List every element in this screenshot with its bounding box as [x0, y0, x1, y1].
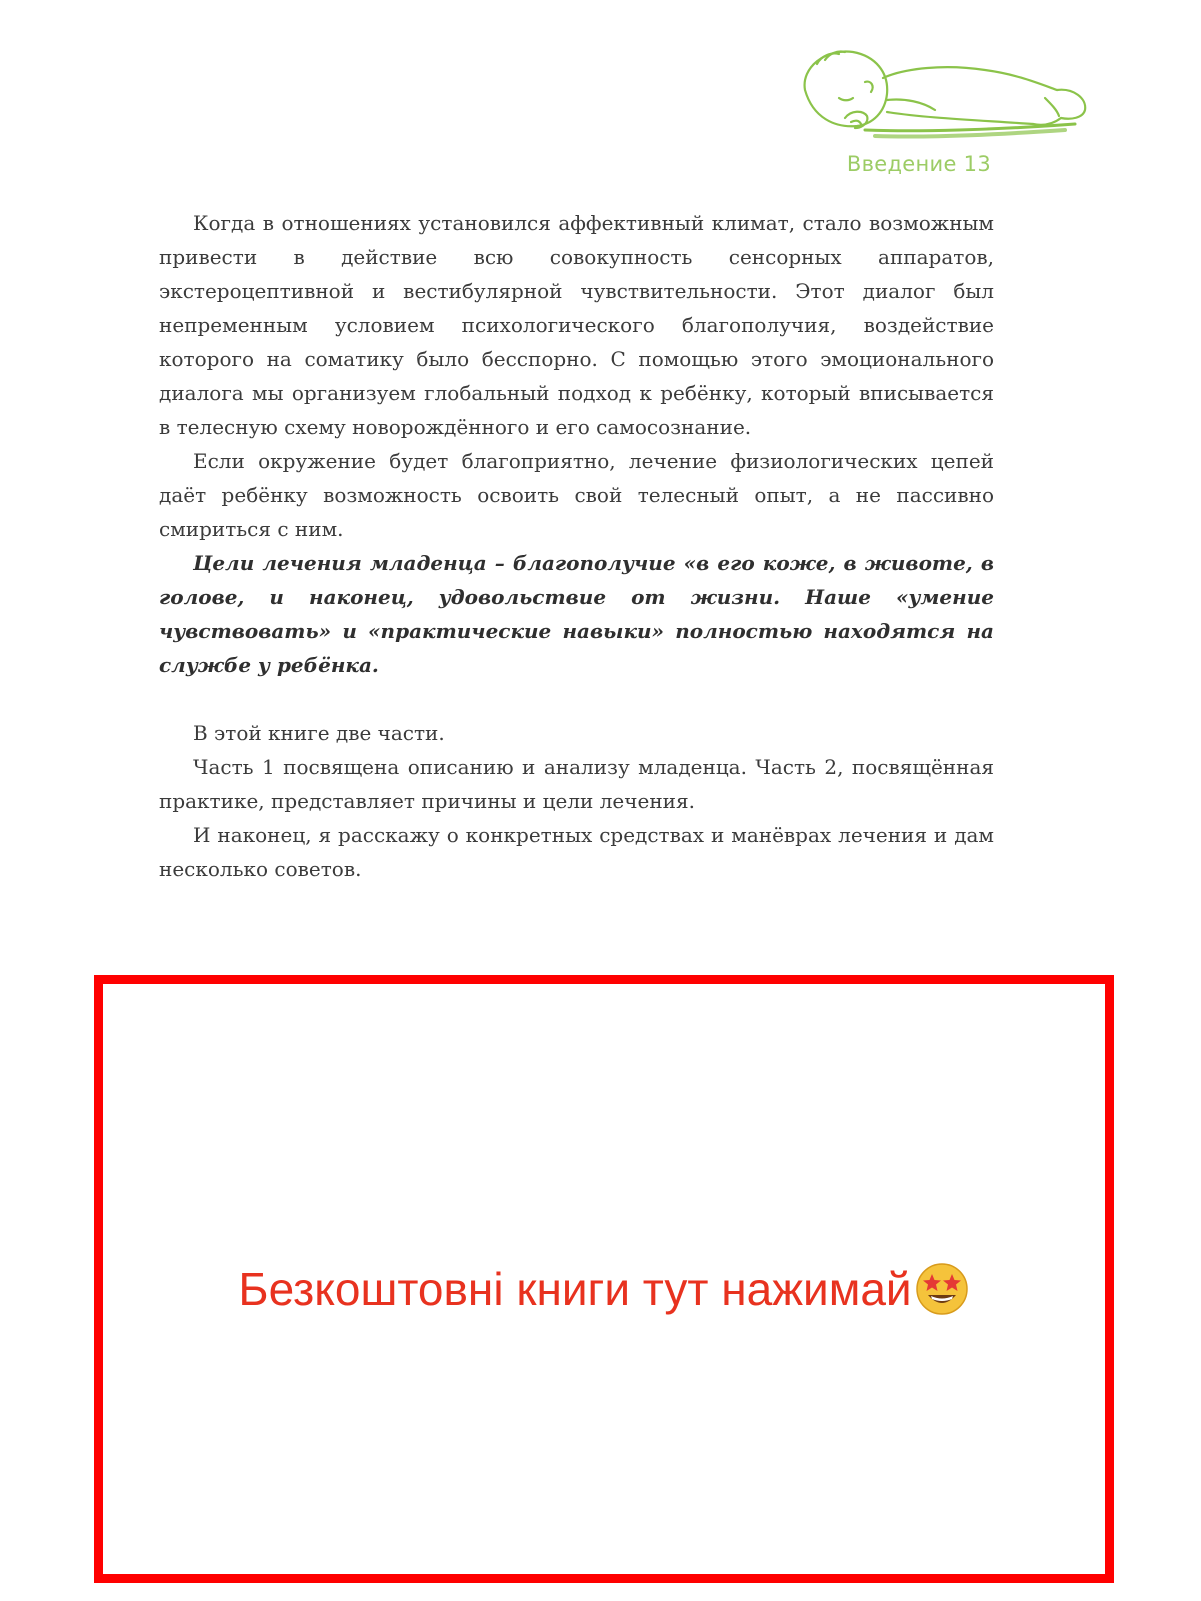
body-text [159, 206, 994, 886]
emphasized-paragraph: Цели лечения младенца – благополучие «в его коже, в животе, в голове, и наконец, удовольствие от жизни. Наше «умение чувствовать» и «практические навыки» полностью находятся на службе у ребёнка. [159, 551, 994, 677]
paragraph: Часть 1 посвящена описанию и анализу младенца. Часть 2, посвящённая практике, представляет причины и цели лечения. [159, 755, 994, 813]
running-header: Введение 13 [846, 152, 991, 176]
paragraph: В этой книге две части. [193, 721, 445, 745]
free-books-link[interactable] [238, 1261, 969, 1317]
sleeping-baby-illustration [795, 38, 1095, 148]
star-struck-emoji-icon[interactable] [914, 1261, 970, 1317]
paragraph: Если окружение будет благоприятно, лечение физиологических цепей даёт ребёнку возможность освоить свой телесный опыт, а не пассивно смириться с ним. [159, 449, 994, 541]
free-books-banner[interactable] [94, 975, 1114, 1583]
paragraph: Когда в отношениях установился аффективный климат, стало возможным привести в действие всю совокупность сенсорных аппаратов, экстероцептивной и вестибулярной чувствительности. Этот диалог был непременным условием психологического благополучия, воздействие которого на соматику было бесспорно. С помощью этого эмоционального диалога мы организуем глобальный подход к ребёнку, который вписывается в телесную схему новорождённого и его самосознание. [159, 211, 994, 439]
paragraph: И наконец, я расскажу о конкретных средствах и манёврах лечения и дам несколько советов. [159, 823, 994, 881]
free-books-link-text[interactable]: Безкоштовні книги тут нажимай [238, 1263, 912, 1315]
